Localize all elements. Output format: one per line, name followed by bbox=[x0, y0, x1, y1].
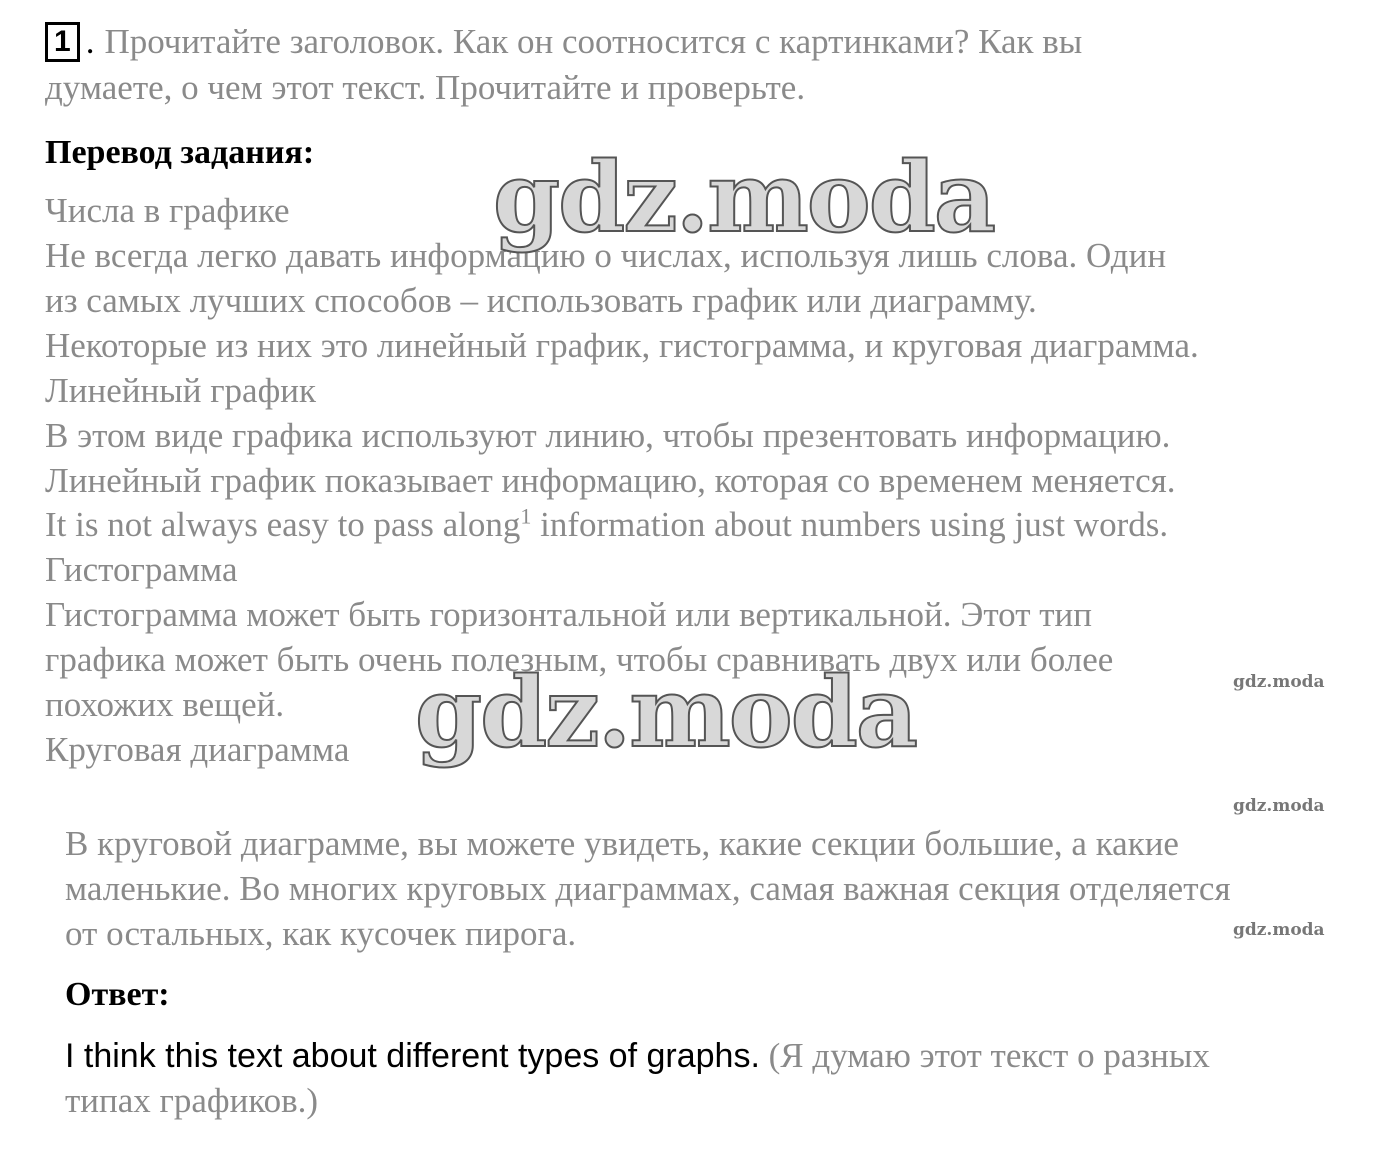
translation-line: из самых лучших способов – использовать график или диаграмму. bbox=[45, 281, 1037, 320]
pie-paragraph-line: от остальных, как кусочек пирога. bbox=[65, 914, 577, 953]
translation-heading: Перевод задания: bbox=[45, 134, 315, 171]
translation-line: Не всегда легко давать информацию о числах, используя лишь слова. Один bbox=[45, 236, 1167, 275]
watermark-large: gdz.moda bbox=[415, 656, 917, 769]
watermark-small: gdz.moda bbox=[1233, 672, 1325, 692]
translation-line: Некоторые из них это линейный график, гистограмма, и круговая диаграмма. bbox=[45, 326, 1199, 365]
task-text-1: Прочитайте заголовок. Как он соотносится с картинками? Как вы bbox=[104, 22, 1083, 61]
answer-line-1 bbox=[65, 1034, 1210, 1078]
task-line-1 bbox=[45, 20, 1082, 64]
translation-line: В этом виде графика используют линию, чтобы презентовать информацию. bbox=[45, 416, 1171, 455]
translation-line: Гистограмма может быть горизонтальной или вертикальной. Этот тип bbox=[45, 595, 1092, 634]
pie-paragraph-line: маленькие. Во многих круговых диаграммах, самая важная секция отделяется bbox=[65, 869, 1231, 908]
translation-line: Линейный график показывает информацию, которая со временем меняется. bbox=[45, 461, 1176, 500]
english-source-line bbox=[45, 503, 1168, 547]
english-text-before: It is not always easy to pass along bbox=[45, 505, 521, 544]
watermark-small: gdz.moda bbox=[1233, 920, 1325, 940]
task-number-dot: . bbox=[85, 22, 95, 61]
task-number-box: 1 bbox=[45, 22, 80, 62]
task-line-2: думаете, о чем этот текст. Прочитайте и проверьте. bbox=[45, 68, 806, 107]
watermark-large: gdz.moda bbox=[493, 141, 995, 254]
translation-line: Числа в графике bbox=[45, 191, 290, 230]
translation-line: Линейный график bbox=[45, 371, 316, 410]
answer-heading: Ответ: bbox=[65, 976, 170, 1013]
translation-line: похожих вещей. bbox=[45, 685, 285, 724]
watermark-small: gdz.moda bbox=[1233, 796, 1325, 816]
translation-line: Гистограмма bbox=[45, 550, 238, 589]
translation-line: графика может быть очень полезным, чтобы сравнивать двух или более bbox=[45, 640, 1114, 679]
english-text-after: information about numbers using just words. bbox=[531, 505, 1169, 544]
footnote-marker: 1 bbox=[520, 503, 532, 529]
pie-paragraph-line: В круговой диаграмме, вы можете увидеть, какие секции большие, а какие bbox=[65, 824, 1179, 863]
answer-english: I think this text about different types of graphs. bbox=[65, 1037, 760, 1075]
answer-line-2: типах графиков.) bbox=[65, 1081, 318, 1120]
translation-line: Круговая диаграмма bbox=[45, 730, 350, 769]
answer-russian-1: (Я думаю этот текст о разных bbox=[759, 1036, 1210, 1075]
